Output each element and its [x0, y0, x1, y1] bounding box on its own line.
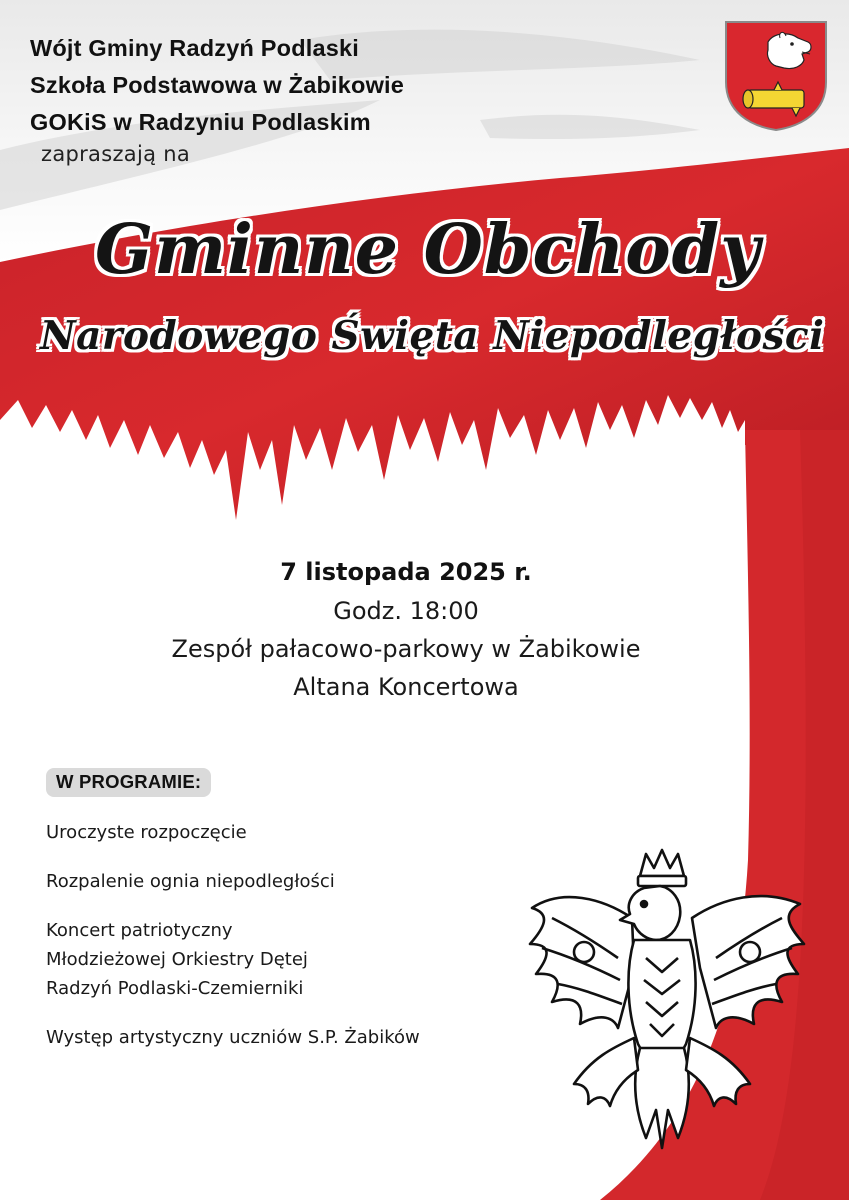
program-item: [46, 818, 420, 847]
event-time: Godz. 18:00: [333, 597, 479, 625]
white-eagle-icon: [522, 848, 812, 1158]
invite-text: zapraszają na: [41, 142, 191, 166]
program-list: [46, 818, 420, 1072]
program-item: [46, 1023, 420, 1052]
program-item-text: Uroczyste rozpoczęcie: [46, 822, 247, 843]
event-details: [0, 552, 812, 706]
program-heading-badge: W PROGRAMIE:: [46, 768, 211, 797]
program-item: [46, 916, 420, 1003]
program-item-text: Występ artystyczny uczniów S.P. Żabików: [46, 1027, 420, 1048]
organizer-line: Szkoła Podstawowa w Żabikowie: [30, 72, 405, 98]
event-date: 7 listopada 2025 r.: [280, 558, 532, 586]
title-main: Gminne Obchody: [95, 210, 761, 290]
program-item-text: Rozpalenie ognia niepodległości: [46, 871, 335, 892]
organizer-line: Wójt Gminy Radzyń Podlaski: [30, 35, 360, 61]
organizer-line: GOKiS w Radzyniu Podlaskim: [30, 109, 371, 135]
event-place: Zespół pałacowo-parkowy w Żabikowie: [171, 635, 641, 663]
event-venue: Altana Koncertowa: [293, 673, 519, 701]
program-item-text: Koncert patriotyczny: [46, 920, 233, 941]
program-item: [46, 867, 420, 896]
title-sub: Narodowego Święta Niepodległości: [40, 313, 825, 359]
program-item-text: Radzyń Podlaski-Czemierniki: [46, 978, 304, 999]
organizers-block: [30, 30, 404, 141]
program-item-text: Młodzieżowej Orkiestry Dętej: [46, 949, 308, 970]
coat-of-arms-icon: [724, 20, 828, 132]
